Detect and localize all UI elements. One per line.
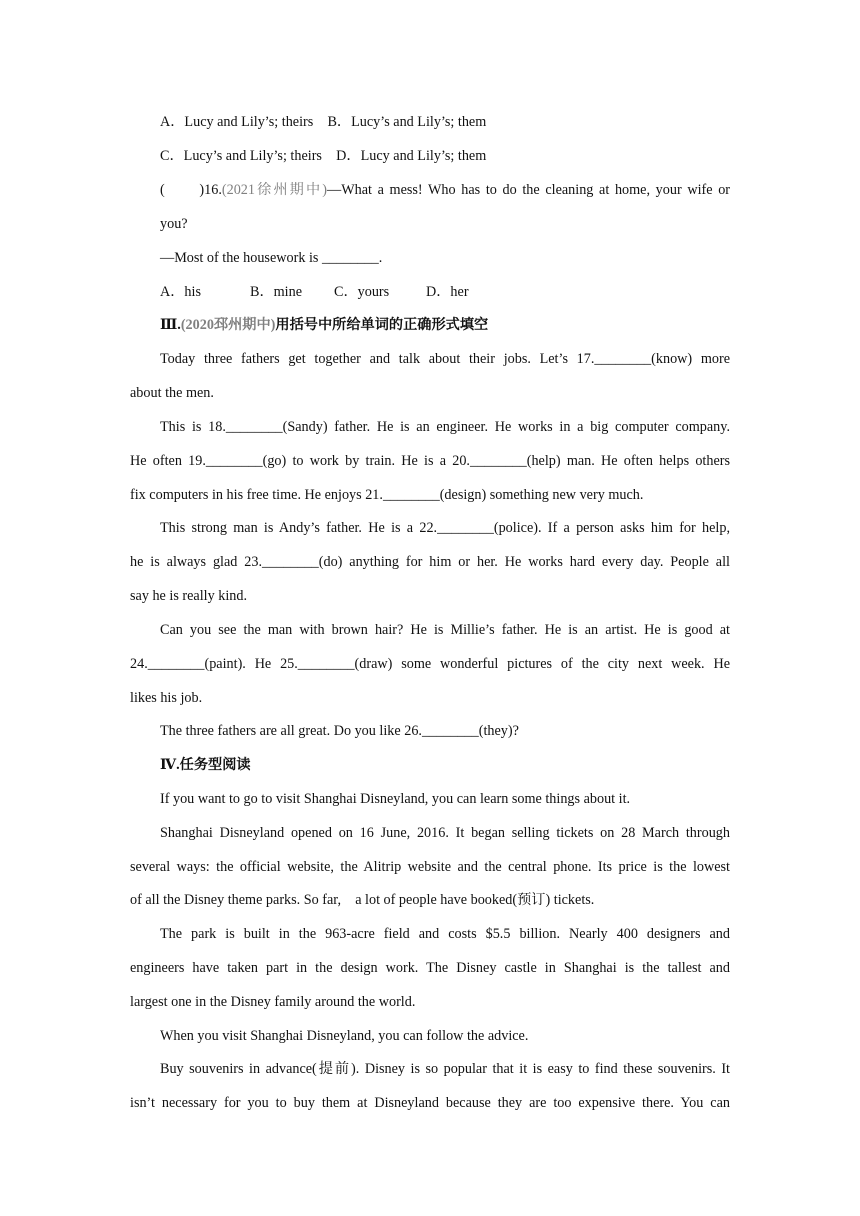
q16-stem-line-1 <box>160 180 730 200</box>
s3-p4-line-2: 24.________(paint). He 25.________(draw) some wonderful pictures of the city next week. He <box>130 656 730 672</box>
s3-p3-line-2: he is always glad 23.________(do) anything for him or her. He works hard every day. People all <box>130 554 730 570</box>
s3-p2-line-3: fix computers in his free time. He enjoys 21.________(design) something new very much. <box>130 487 644 503</box>
q15-options-line-2: C．Lucy’s and Lily’s; theirs D．Lucy and Lily’s; them <box>160 148 487 164</box>
section-4-heading: Ⅳ.任务型阅读 <box>160 757 251 773</box>
question-source: (2021徐州期中) <box>221 182 328 198</box>
q16-stem-line-2: you? <box>160 216 188 232</box>
s3-p1-line-1: Today three fathers get together and talk about their jobs. Let’s 17.________(know) more <box>160 351 730 367</box>
section-3-number: Ⅲ. <box>160 317 181 333</box>
option-d: D．her <box>426 284 469 300</box>
s3-p4-line-1: Can you see the man with brown hair? He is Millie’s father. He is an artist. He is good at <box>160 622 730 638</box>
s3-p5-line-1: The three fathers are all great. Do you like 26.________(they)? <box>160 723 519 739</box>
section-3-heading <box>160 315 730 335</box>
s4-p3-line-2: engineers have taken part in the design work. The Disney castle in Shanghai is the tallest and <box>130 960 730 976</box>
option-c: C．yours <box>334 284 390 300</box>
q16-options <box>160 282 730 302</box>
s3-p3-line-1: This strong man is Andy’s father. He is a 22.________(police). If a person asks him for help, <box>160 520 730 536</box>
section-3-source: (2020邳州期中) <box>180 317 276 333</box>
s4-p3-line-1: The park is built in the 963-acre field and costs $5.5 billion. Nearly 400 designers and <box>160 926 730 942</box>
q16-stem-text: —What a mess! Who has to do the cleaning at home, your wife or <box>327 182 731 198</box>
option-b: B．mine <box>250 284 303 300</box>
s4-p5-line-1: Buy souvenirs in advance(提前). Disney is so popular that it is easy to find these souvenirs. It <box>160 1061 730 1077</box>
q15-options-line-1: A．Lucy and Lily’s; theirs B．Lucy’s and Lily’s; them <box>160 114 487 130</box>
s4-p5-line-2: isn’t necessary for you to buy them at Disneyland because they are too expensive there. You can <box>130 1095 730 1111</box>
s3-p4-line-3: likes his job. <box>130 690 203 706</box>
s4-p2-line-3: of all the Disney theme parks. So far, a lot of people have booked(预订) tickets. <box>130 892 595 908</box>
s3-p3-line-3: say he is really kind. <box>130 588 248 604</box>
s4-p1-line-1: If you want to go to visit Shanghai Disneyland, you can learn some things about it. <box>160 791 631 807</box>
answer-paren: ( )16. <box>160 182 222 198</box>
s4-p2-line-2: several ways: the official website, the Alitrip website and the central phone. Its price is the lowest <box>130 859 730 875</box>
s4-p3-line-3: largest one in the Disney family around the world. <box>130 994 416 1010</box>
s3-p1-line-2: about the men. <box>130 385 214 401</box>
q16-answer-line: —Most of the housework is ________. <box>160 250 383 266</box>
s4-p2-line-1: Shanghai Disneyland opened on 16 June, 2016. It began selling tickets on 28 March through <box>160 825 730 841</box>
option-a: A．his <box>160 284 201 300</box>
s3-p2-line-1: This is 18.________(Sandy) father. He is an engineer. He works in a big computer company. <box>160 419 730 435</box>
section-3-title: 用括号中所给单词的正确形式填空 <box>275 317 489 333</box>
s4-p4-line-1: When you visit Shanghai Disneyland, you can follow the advice. <box>160 1028 529 1044</box>
s3-p2-line-2: He often 19.________(go) to work by train. He is a 20.________(help) man. He often helps others <box>130 453 730 469</box>
